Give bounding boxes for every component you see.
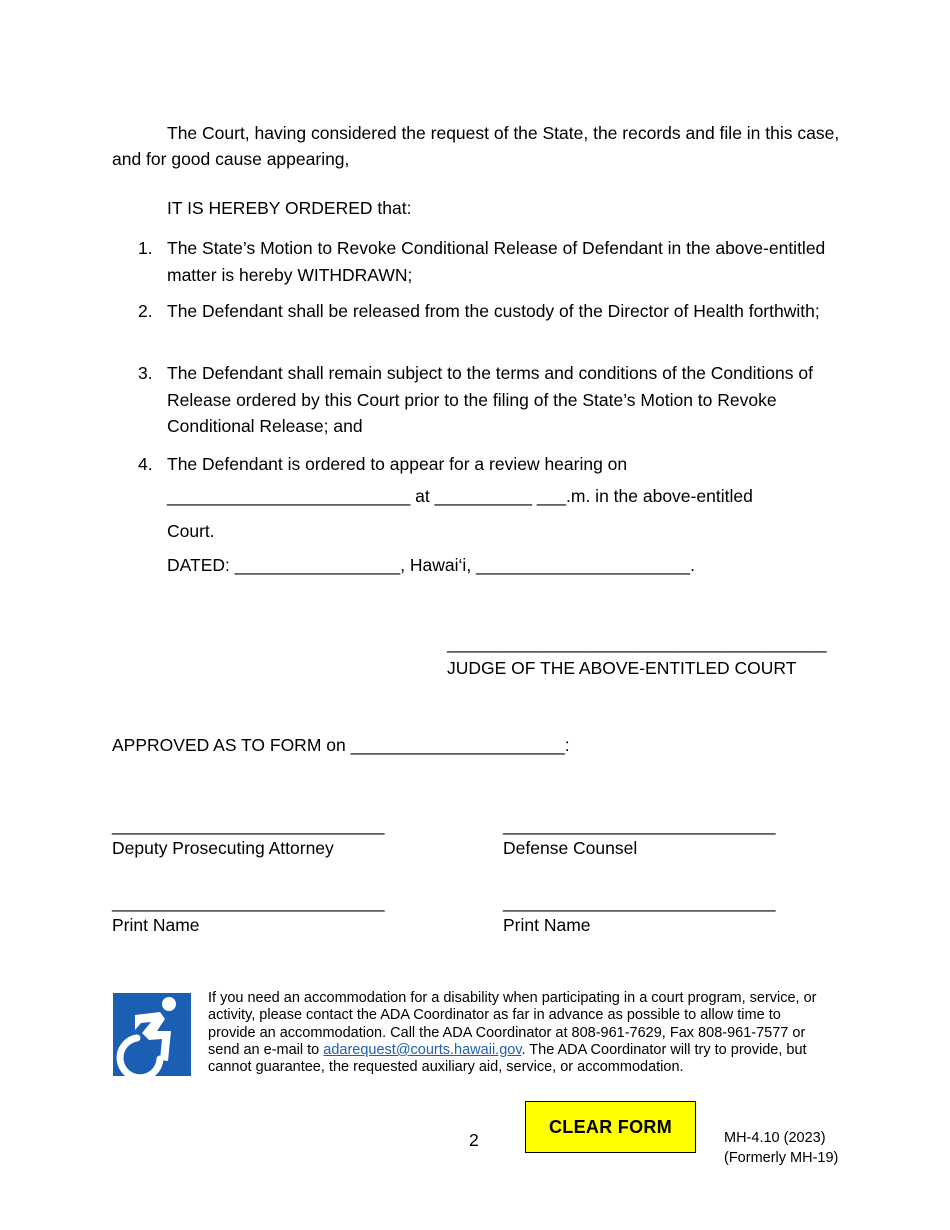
prosecutor-print-name-label: Print Name <box>112 915 200 935</box>
page-number: 2 <box>469 1130 479 1150</box>
formerly-code: (Formerly MH-19) <box>724 1150 839 1166</box>
order-text: The Defendant shall remain subject to the terms and conditions of the Conditions of Release ordered by this Court prior to the filing of the State’s Motion to Revoke Conditional Release; and <box>167 363 813 436</box>
defense-print-name-line[interactable]: ____________________________ <box>503 892 776 912</box>
judge-signature-line[interactable]: _______________________________________ <box>447 633 827 653</box>
ada-email-link[interactable]: adarequest@courts.hawaii.gov <box>323 1041 522 1058</box>
defense-title: Defense Counsel <box>503 838 638 858</box>
defense-signature-line[interactable]: ____________________________ <box>503 815 776 835</box>
approved-as-to-form-line[interactable]: APPROVED AS TO FORM on ______________________: <box>112 735 570 755</box>
form-code: MH-4.10 (2023) <box>724 1130 826 1146</box>
prosecutor-print-name-line[interactable]: ____________________________ <box>112 892 385 912</box>
judge-label: JUDGE OF THE ABOVE-ENTITLED COURT <box>447 658 797 678</box>
clear-form-button[interactable]: CLEAR FORM <box>525 1101 696 1153</box>
order-number: 2. <box>138 301 153 321</box>
order-number: 3. <box>138 363 153 383</box>
ordered-heading: IT IS HEREBY ORDERED that: <box>167 198 412 218</box>
intro-paragraph: The Court, having considered the request of the State, the records and file in this case, and for good cause appearing, <box>112 123 840 169</box>
order-text: The State’s Motion to Revoke Conditional Release of Defendant in the above-entitled matter is hereby WITHDRAWN; <box>167 238 826 285</box>
order-number: 1. <box>138 238 153 258</box>
prosecutor-signature-line[interactable]: ____________________________ <box>112 815 385 835</box>
order-text: The Defendant is ordered to appear for a review hearing on <box>167 454 628 474</box>
accessibility-icon <box>113 993 191 1076</box>
dated-line[interactable]: DATED: _________________, Hawai‘i, ______________________. <box>167 555 696 575</box>
prosecutor-title: Deputy Prosecuting Attorney <box>112 838 334 858</box>
defense-print-name-label: Print Name <box>503 915 591 935</box>
order-number: 4. <box>138 454 153 474</box>
ada-notice: If you need an accommodation for a disability when participating in a court program, service, or activity, please contact the ADA Coordinator as far in advance as possible to allow time to provide an accommodation. Call the ADA Coordinator at 808-961-7629, Fax 808-961-7577 or send an e-mail to adarequest@courts.hawaii.gov. The ADA Coordinator will try to provide, but cannot guarantee, the requested auxiliary aid, service, or accommodation. <box>208 990 817 1076</box>
court-word: Court. <box>167 521 215 541</box>
hearing-date-time-line[interactable]: _________________________ at __________ ___.m. in the above-entitled <box>167 486 753 506</box>
order-text: The Defendant shall be released from the custody of the Director of Health forthwith; <box>167 301 820 321</box>
